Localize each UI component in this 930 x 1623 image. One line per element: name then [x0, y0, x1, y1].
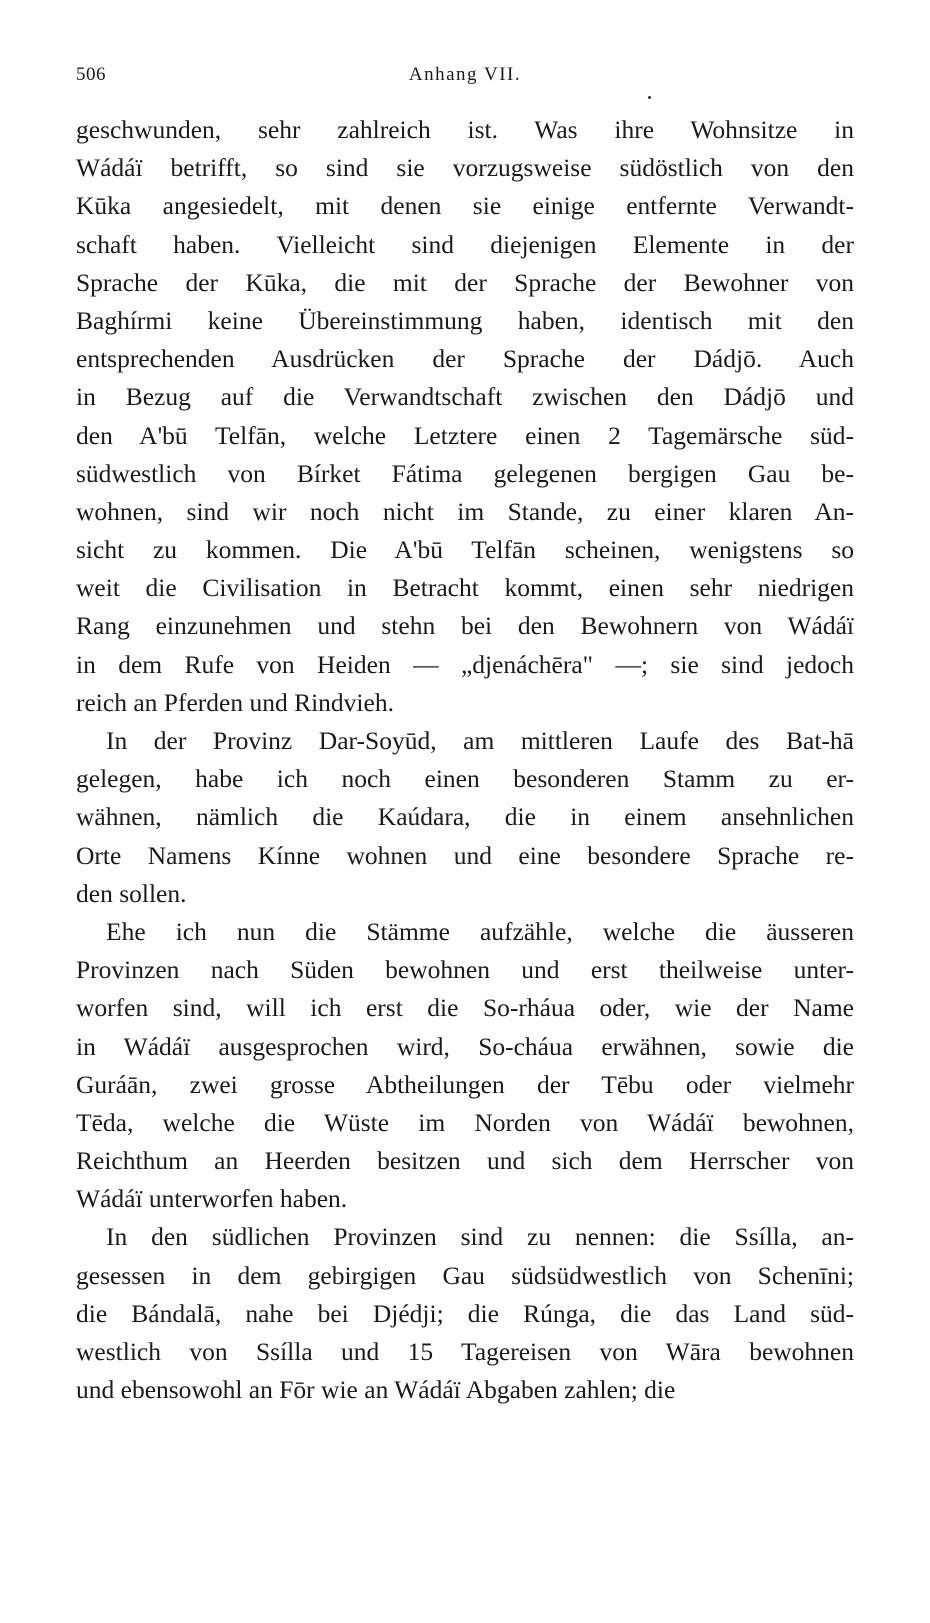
text-line: sicht zu kommen. Die A'bū Telfān scheinen, wenigstens so — [76, 535, 854, 565]
text-line: gesessen in dem gebirgigen Gau südsüdwestlich von Schenīni; — [76, 1260, 854, 1290]
paragraph — [76, 1218, 854, 1409]
text-line: worfen sind, will ich erst die So-rháua oder, wie der Name — [76, 993, 854, 1023]
text-line: und ebensowohl an Fōr wie an Wádáï Abgaben zahlen; die — [76, 1375, 676, 1405]
text-line: wähnen, nämlich die Kaúdara, die in einem ansehnlichen — [76, 802, 854, 832]
paragraph — [76, 111, 854, 722]
text-line: Baghírmi keine Übereinstimmung haben, identisch mit den — [76, 305, 854, 335]
text-line: Rang einzunehmen und stehn bei den Bewohnern von Wádáï — [76, 611, 854, 641]
text-line: Guráān, zwei grosse Abtheilungen der Tēbu oder vielmehr — [76, 1069, 854, 1099]
text-line: Wádáï betrifft, so sind sie vorzugsweise südöstlich von den — [76, 153, 854, 183]
text-line: reich an Pferden und Rindvieh. — [76, 687, 394, 717]
text-line: den sollen. — [76, 878, 187, 908]
text-line: entsprechenden Ausdrücken der Sprache der Dádjō. Auch — [76, 344, 854, 374]
text-line: westlich von Ssílla und 15 Tagereisen von Wāra bewohnen — [76, 1337, 854, 1366]
text-line: Kūka angesiedelt, mit denen sie einige entfernte Verwandt- — [76, 191, 854, 221]
text-line: südwestlich von Bírket Fátima gelegenen bergigen Gau be- — [76, 458, 854, 488]
text-line: schaft haben. Vielleicht sind diejenigen Elemente in der — [76, 229, 854, 259]
text-line: wohnen, sind wir noch nicht im Stande, zu einer klaren An- — [76, 496, 854, 526]
running-head: Anhang VII. — [408, 64, 522, 85]
text-line: In der Provinz Dar-Soyūd, am mittleren Laufe des Bat-hā — [106, 726, 854, 755]
text-line: weit die Civilisation in Betracht kommt, einen sehr niedrigen — [76, 573, 854, 603]
text-line: gelegen, habe ich noch einen besonderen Stamm zu er- — [76, 764, 854, 794]
paragraph — [76, 913, 854, 1219]
paragraph — [76, 722, 854, 913]
body-text — [76, 111, 854, 1409]
page-number: 506 — [76, 64, 106, 85]
text-line: Wádáï unterworfen haben. — [76, 1184, 348, 1214]
text-line: Sprache der Kūka, die mit der Sprache der Bewohner von — [76, 267, 854, 297]
text-line: in dem Rufe von Heiden — „djenáchēra" —; sie sind jedoch — [76, 649, 854, 679]
text-line: Reichthum an Heerden besitzen und sich dem Herrscher von — [76, 1146, 854, 1176]
text-line: in Bezug auf die Verwandtschaft zwischen den Dádjō und — [76, 382, 854, 412]
page-header — [76, 64, 854, 94]
text-line: Provinzen nach Süden bewohnen und erst theilweise unter- — [76, 955, 854, 985]
text-line: den A'bū Telfān, welche Letztere einen 2 Tagemärsche süd- — [76, 420, 854, 450]
text-line: geschwunden, sehr zahlreich ist. Was ihre Wohnsitze in — [76, 115, 854, 144]
text-line: In den südlichen Provinzen sind zu nennen: die Ssílla, an- — [106, 1222, 854, 1252]
text-line: Ehe ich nun die Stämme aufzähle, welche die äusseren — [106, 916, 854, 946]
ink-speck — [648, 96, 651, 99]
text-line: Tēda, welche die Wüste im Norden von Wádáï bewohnen, — [76, 1107, 854, 1137]
text-line: Orte Namens Kínne wohnen und eine besondere Sprache re- — [76, 840, 854, 870]
text-line: die Bándalā, nahe bei Djédji; die Rúnga, die das Land süd- — [76, 1298, 854, 1328]
text-line: in Wádáï ausgesprochen wird, So-cháua erwähnen, sowie die — [76, 1031, 854, 1061]
